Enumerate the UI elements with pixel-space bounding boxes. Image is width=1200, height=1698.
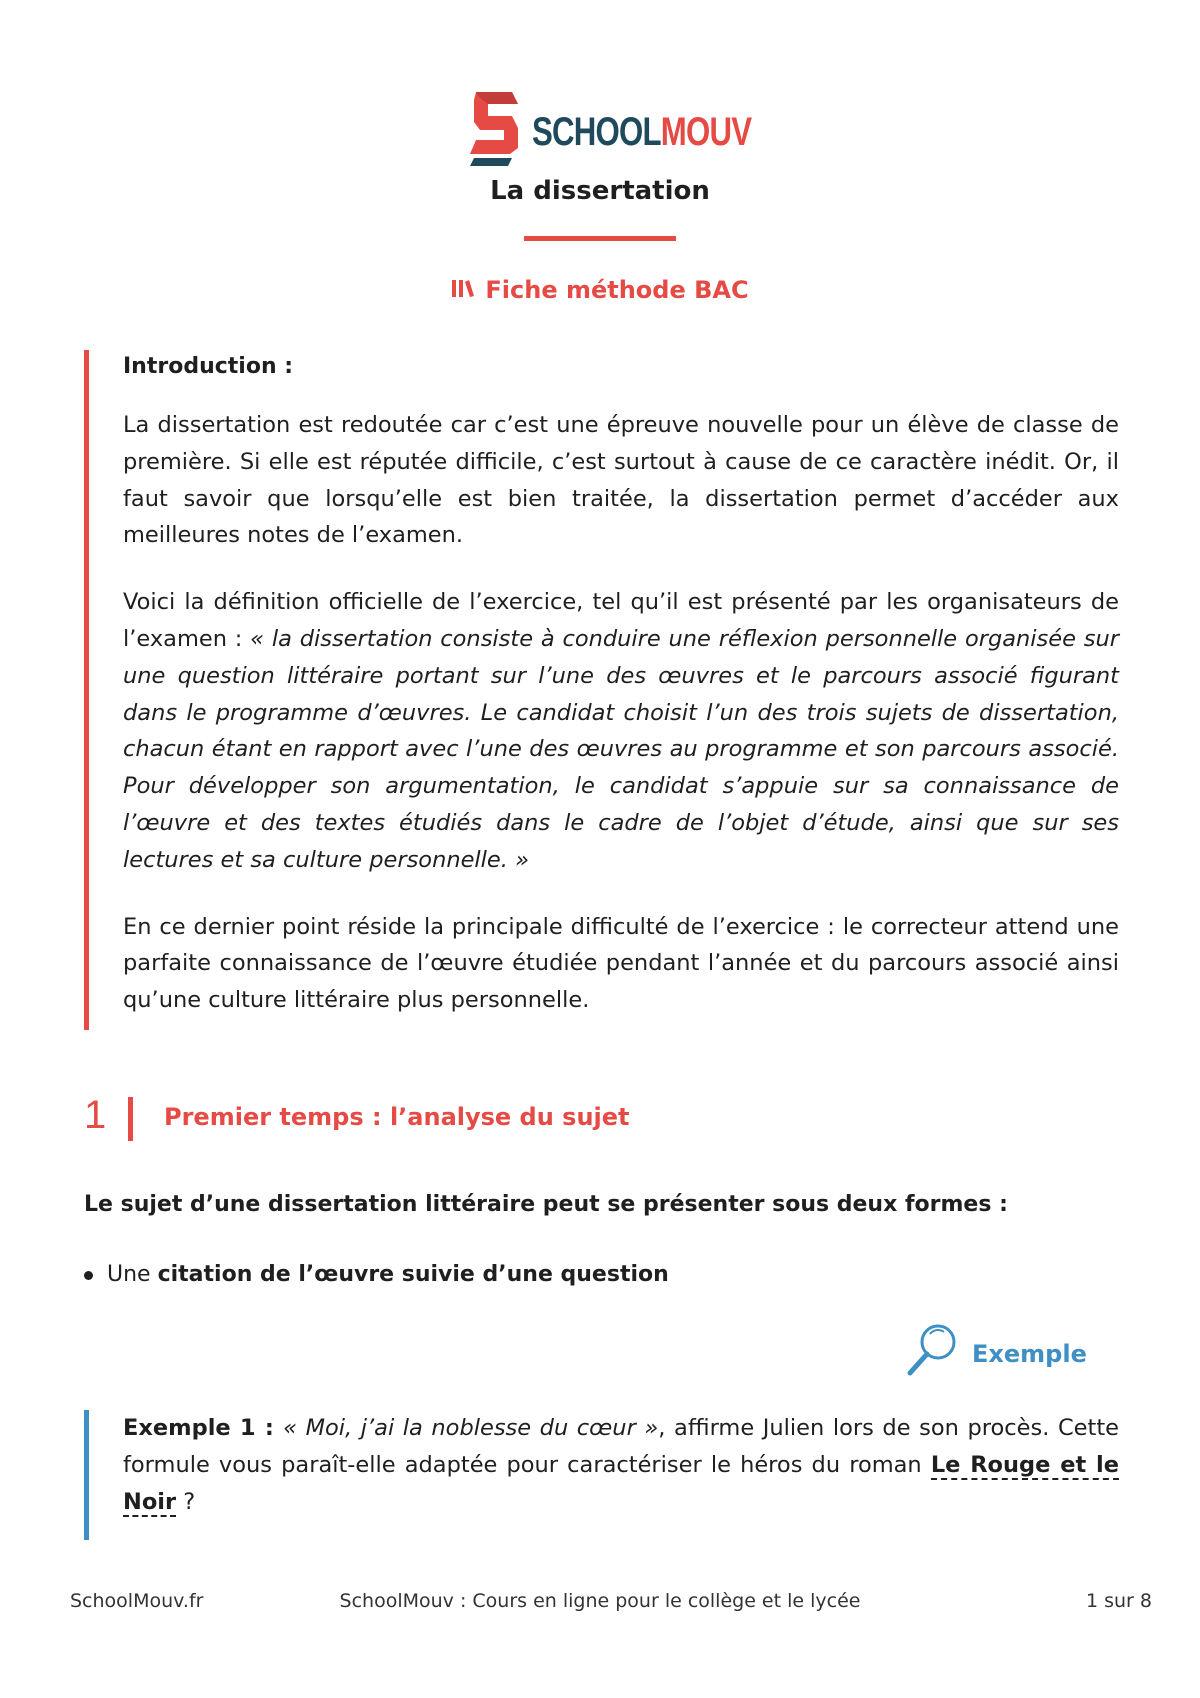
introduction-paragraph-3: En ce dernier point réside la principale difficulté de l’exercice : le correcteur attend une parfaite connaissance de l’œuvre étudiée pendant l’année et du parcours associé ainsi qu’une culture littéraire plus personnelle. — [123, 913, 1119, 1014]
section-number: 1 — [84, 1093, 107, 1137]
example-badge — [900, 1320, 1100, 1380]
footer-tagline: SchoolMouv : Cours en ligne pour le collège et le lycée — [339, 1590, 861, 1612]
example-question: , affirme Julien lors de son procès. Cette formule vous paraît-elle adaptée pour caractériser le héros du roman — [123, 1415, 1119, 1478]
introduction-paragraph-1: La dissertation est redoutée car c’est une épreuve nouvelle pour un élève de classe de première. Si elle est réputée difficile, c’est surtout à cause de ce caractère inédit. Or, il faut savoir que lorsqu’elle est bien traitée, la dissertation permet d’accéder aux meilleures notes de l’examen. — [123, 412, 1119, 549]
example-text — [123, 1410, 1119, 1520]
example-block — [84, 1410, 1125, 1540]
footer-site: SchoolMouv.fr — [70, 1590, 204, 1612]
novel-title-link[interactable]: Le Rouge et le Noir — [123, 1451, 1119, 1515]
bookshelf-icon — [451, 276, 475, 303]
example-label: Exemple — [972, 1340, 1087, 1368]
wordmark-school: SCHOOL — [532, 110, 661, 154]
footer-page-number: 1 sur 8 — [1085, 1590, 1152, 1612]
document-subtitle — [0, 276, 1200, 304]
section-divider — [128, 1097, 133, 1141]
introduction-block — [84, 350, 1125, 1030]
example-number-label: Exemple 1 : — [123, 1415, 284, 1441]
official-definition-quote: « la dissertation consiste à conduire une réflexion personnelle organisée sur une question littéraire portant sur l’une des œuvres et le parcours associé figurant dans le programme d’œuvres. Le candidat choisit l’un des trois sujets de dissertation, chacun étant en rapport avec l’une des œuvres au programme et son parcours associé. Pour développer son argumentation, le candidat s’appuie sur sa connaissance de l’œuvre et des textes étudiés dans le cadre de l’objet d’étude, ainsi que sur ses lectures et sa culture personnelle. » — [123, 625, 1120, 873]
bullet-dot — [84, 1271, 93, 1280]
section-lead: Le sujet d’une dissertation littéraire peut se présenter sous deux formes : — [84, 1192, 1008, 1217]
example-end: ? — [176, 1488, 196, 1515]
schoolmouv-logo-icon — [466, 88, 526, 168]
example-quote: « Moi, j’ai la noblesse du cœur » — [283, 1415, 659, 1441]
introduction-paragraph-2 — [123, 584, 1119, 878]
document-title: La dissertation — [490, 176, 710, 206]
subtitle-text: Fiche méthode BAC — [485, 276, 749, 304]
introduction-label: Introduction : — [123, 354, 294, 379]
title-underline — [524, 236, 676, 241]
schoolmouv-logo — [466, 88, 766, 168]
bullet-strong: citation de l’œuvre suivie d’une question — [157, 1262, 669, 1287]
bullet-prefix: Une — [107, 1262, 158, 1287]
schoolmouv-wordmark — [532, 110, 751, 155]
section-title: Premier temps : l’analyse du sujet — [164, 1103, 630, 1131]
magnifier-icon — [900, 1320, 964, 1380]
wordmark-mouv: MOUV — [660, 110, 752, 154]
section-1-heading — [84, 1093, 984, 1143]
list-item — [84, 1262, 669, 1287]
definition-intro: Voici la définition officielle de l’exercice, tel qu’il est présenté par les organisateurs de l’examen : — [123, 589, 1119, 652]
page-footer — [0, 1590, 1200, 1620]
